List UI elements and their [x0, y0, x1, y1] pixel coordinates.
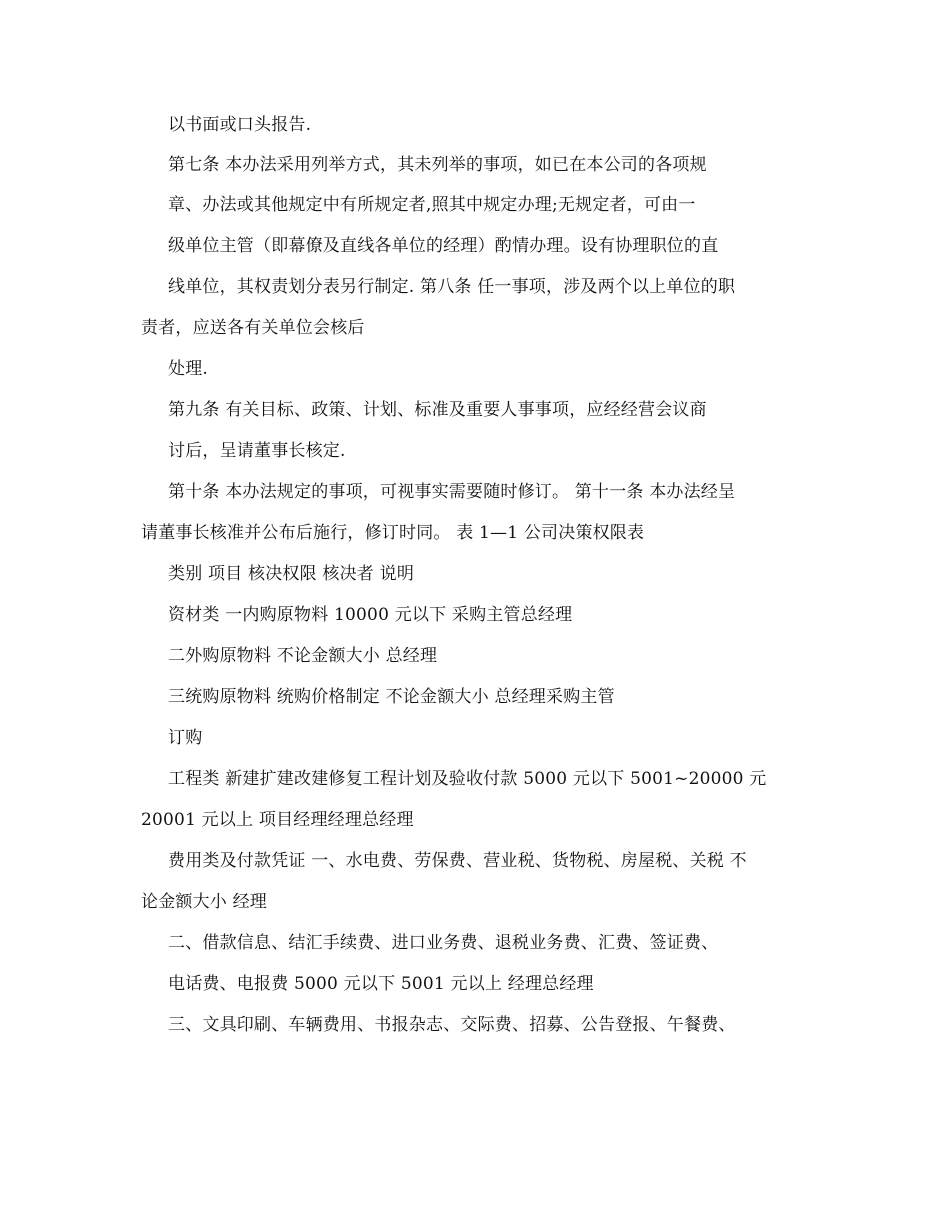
text-line: 处理.	[168, 359, 209, 379]
text-line: 第七条 本办法采用列举方式，其未列举的事项，如已在本公司的各项规	[168, 155, 707, 175]
text-line: 责者，应送各有关单位会核后	[141, 318, 365, 338]
text-line: 章、办法或其他规定中有所规定者,照其中规定办理;无规定者，可由一	[168, 195, 696, 215]
table-row-line: 电话费、电报费 5000 元以下 5001 元以上 经理总经理	[168, 974, 594, 994]
table-row-line: 三、文具印刷、车辆费用、书报杂志、交际费、招募、公告登报、午餐费、	[168, 1015, 736, 1035]
table-row-line: 工程类 新建扩建改建修复工程计划及验收付款 5000 元以下 5001~20000 元	[168, 769, 767, 789]
text-line: 请董事长核准并公布后施行，修订时同。 表 1—1 公司决策权限表	[141, 523, 645, 543]
table-row-line: 20001 元以上 项目经理经理总经理	[141, 810, 414, 830]
text-line: 第十条 本办法规定的事项，可视事实需要随时修订。 第十一条 本办法经呈	[168, 482, 736, 502]
text-line: 级单位主管（即幕僚及直线各单位的经理）酌情办理。设有协理职位的直	[168, 236, 719, 256]
text-line: 第九条 有关目标、政策、计划、标准及重要人事事项，应经经营会议商	[168, 400, 707, 420]
table-header-line: 类别 项目 核决权限 核决者 说明	[168, 564, 415, 584]
table-row-line: 费用类及付款凭证 一、水电费、劳保费、营业税、货物税、房屋税、关税 不	[168, 851, 747, 871]
table-row-line: 二外购原物料 不论金额大小 总经理	[168, 646, 438, 666]
text-line: 以书面或口头报告.	[168, 115, 312, 135]
table-row-line: 三统购原物料 统购价格制定 不论金额大小 总经理采购主管	[168, 687, 615, 707]
text-line: 讨后，呈请董事长核定.	[168, 441, 346, 461]
table-row-line: 论金额大小 经理	[141, 892, 268, 912]
table-row-line: 资材类 一内购原物料 10000 元以下 采购主管总经理	[168, 605, 573, 625]
table-row-line: 订购	[168, 728, 203, 748]
table-row-line: 二、借款信息、结汇手续费、进口业务费、退税业务费、汇费、签证费、	[168, 933, 719, 953]
text-line: 线单位，其权责划分表另行制定. 第八条 任一事项，涉及两个以上单位的职	[168, 277, 736, 297]
